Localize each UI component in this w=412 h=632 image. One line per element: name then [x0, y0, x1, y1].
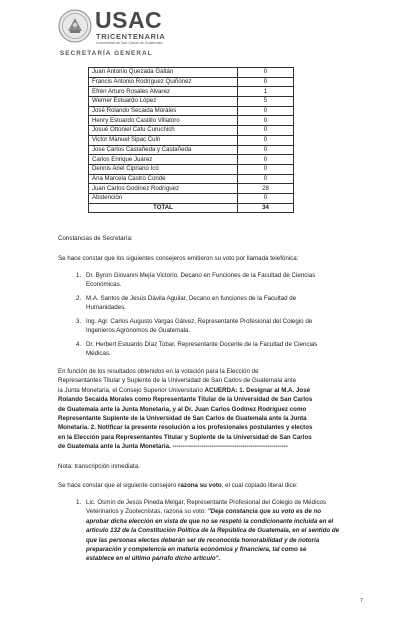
vote-results-table [88, 67, 294, 213]
list-item-number: 4. [76, 341, 82, 348]
vote-count: 0 [238, 77, 294, 87]
candidate-name: José Rolando Secaida Morales [89, 106, 238, 116]
vote-count: 0 [238, 145, 294, 155]
page-number: 7 [360, 598, 364, 604]
university-seal-icon [58, 9, 92, 43]
list-item-number: 1. [76, 499, 82, 506]
total-label: TOTAL [89, 203, 238, 213]
list-item-number: 2. [76, 295, 82, 302]
candidate-name: Abstención [89, 193, 238, 203]
candidate-name: Francis Antonio Rodríguez Quiñónez [89, 77, 238, 87]
table-row [89, 174, 294, 184]
list-item: Dr. Herbert Estuardo Díaz Tobar, Representante Docente de la Facultad de Ciencias Médicas. [86, 341, 318, 358]
candidate-name: Ana Marcela Castro Conde [89, 174, 238, 184]
constancias-heading: Constancias de Secretaría: [58, 235, 133, 242]
vote-count: 0 [238, 116, 294, 126]
vote-count: 0 [238, 135, 294, 145]
candidate-name: Henry Estuardo Castillo Villatoro [89, 116, 238, 126]
total-row [89, 203, 294, 213]
logo-university: Universidad de San Carlos de Guatemala [96, 41, 163, 45]
phone-vote-intro: Se hace constar que los siguientes consejeros emitieron su voto por llamada telefónica: [58, 255, 299, 262]
candidate-name: Dennis Ariel Cipriano Icó [89, 164, 238, 174]
candidate-name: Werner Estuardo López [89, 97, 238, 107]
list-item: M.A. Santos de Jesús Dávila Aguilar, Decano en funciones de la Facultad de Humanidades. [86, 295, 297, 312]
table-row [89, 155, 294, 165]
reason-intro: Se hace constar que el siguiente consejero razona su voto, el cual copiado literal dice: [58, 482, 298, 489]
table-row [89, 87, 294, 97]
total-value: 34 [238, 203, 294, 213]
note-text: Nota: transcripción inmediata. [58, 463, 140, 470]
vote-count: 0 [238, 155, 294, 165]
list-item-number: 1. [76, 272, 82, 279]
candidate-name: Jose Carlos Castañeda y Castañeda [89, 145, 238, 155]
table-row [89, 97, 294, 107]
table-row [89, 116, 294, 126]
vote-count: 0 [238, 106, 294, 116]
table-row [89, 164, 294, 174]
candidate-name: Victor Manuel Sipac Culn [89, 135, 238, 145]
table-row [89, 145, 294, 155]
usac-logo [58, 9, 238, 59]
logo-subtitle: TRICENTENARIA [96, 32, 166, 41]
vote-count: 5 [238, 97, 294, 107]
reasoned-vote: Lic. Osmín de Jesús Pineda Melgar, Representante Profesional del Colegio de Médicos Veterinarios y Zootecnistas, razona su voto: "Deja constancia que su voto es de no aprobar dicha elección en vista de que no se respetó la condicionante incluida en el artículo 132 de la Constitución Política de la República de Guatemala, en el sentido de que las personas electas deberán ser de reconocida honorabilidad y de notoria preparación y competencia en materia económica y financiera, tal como se establece en el último párrafo dicho artículo". [86, 499, 340, 563]
table-row [89, 135, 294, 145]
vote-count: 1 [238, 87, 294, 97]
logo-title: USAC [95, 7, 163, 33]
candidate-name: Josué Ottoniel Catu Curuchich [89, 126, 238, 136]
vote-count: 0 [238, 126, 294, 136]
list-item: Ing. Agr. Carlos Augusto Vargas Gálvez, Representante Profesional del Colegio de Ingenieros Agrónomos de Guatemala. [86, 318, 313, 335]
list-item: Dr. Byron Giovanni Mejía Victorio, Decano en Funciones de la Facultad de Ciencias Económicas. [86, 272, 316, 289]
vote-count: 0 [238, 174, 294, 184]
vote-count: 0 [238, 193, 294, 203]
table-row [89, 106, 294, 116]
resolution-paragraph: En función de los resultados obtenidos en la votación para la Elección de Representantes Titular y Suplente de la Universidad de San Carlos de Guatemala ante la Junta Monetaria, el Consejo Superior Universitario ACUERDA: 1. Designar al M.A. José Rolando Secaida Morales como Representante Titular de la Universidad de San Carlos de Guatemala ante la Junta Monetaria, y al Dr. Juan Carlos Godínez Rodríguez como Representante Suplente de la Universidad de San Carlos de Guatemala ante la Junta Monetaria. 2. Notificar la presente resolución a los profesionales postulantes y electos en la Elección para Representantes Titular y Suplente de la Universidad de San Carlos de Guatemala ante la Junta Monetaria. -------------------------------------------------------- [58, 368, 313, 451]
table-row [89, 126, 294, 136]
vote-count: 0 [238, 164, 294, 174]
vote-count: 0 [238, 68, 294, 78]
vote-count: 28 [238, 184, 294, 194]
table-row [89, 193, 294, 203]
table-row [89, 68, 294, 78]
candidate-name: Juan Antonio Quezada Galtán [89, 68, 238, 78]
candidate-name: Juan Carlos Godínez Rodríguez [89, 184, 238, 194]
table-row [89, 77, 294, 87]
department-name: SECRETARÍA GENERAL [60, 50, 153, 57]
table-row [89, 184, 294, 194]
list-item-number: 3. [76, 318, 82, 325]
candidate-name: Efrén Arturo Rosales Alvarez [89, 87, 238, 97]
candidate-name: Carlos Enrique Juárez [89, 155, 238, 165]
